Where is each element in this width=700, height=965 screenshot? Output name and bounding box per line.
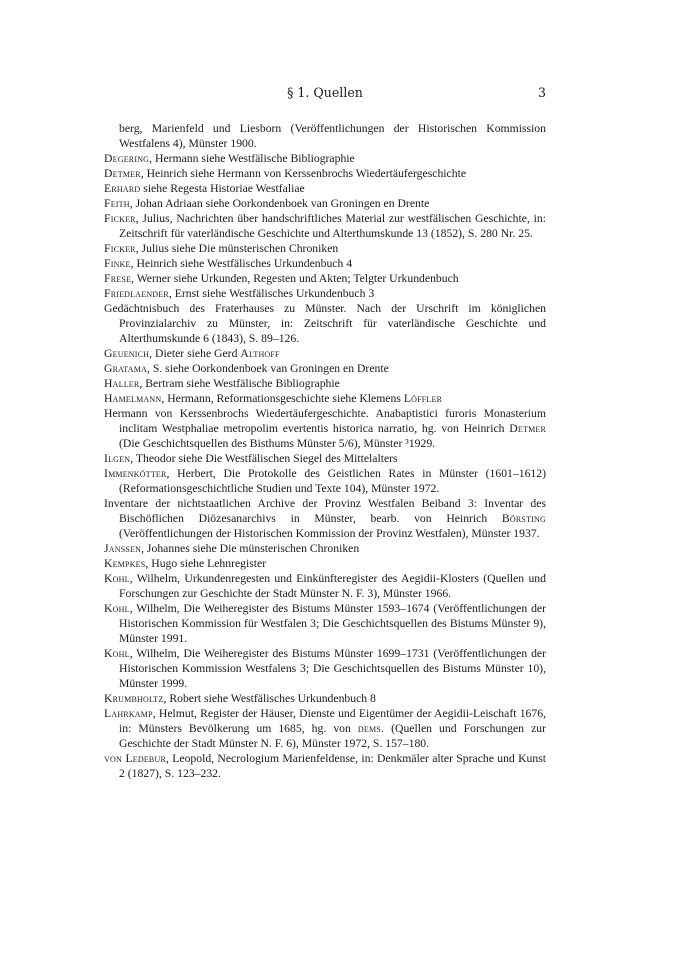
entry-text: , Werner siehe Urkunden, Regesten und Akten; Telgter Urkundenbuch (131, 272, 459, 285)
bibliography-entry (104, 571, 546, 601)
bibliography-entry (104, 241, 546, 256)
entry-text: , Wilhelm, Die Weiheregister des Bistums Münster 1699–1731 (Veröffentlichungen der Historischen Kommission Westfalens 3; Die Geschichtsquellen des Bistums Münster 10), Münster 1999. (119, 647, 546, 690)
author-name: Kohl (104, 602, 130, 615)
author-name: Krumbholtz (104, 692, 164, 705)
entry-text: , Robert siehe Westfälisches Urkundenbuch 8 (163, 692, 376, 705)
entry-text: Hermann von Kerssenbrochs Wiedertäufergeschichte. Anabaptistici furoris Monasterium inclitam Westphaliae metropolim evertentis historica narratio, hg. von Heinrich (104, 407, 546, 435)
entry-text-continued: (Die Geschichtsquellen des Bisthums Münster 5/6), Münster ³1929. (119, 437, 436, 450)
bibliography-entry (104, 541, 546, 556)
bibliography-entry (104, 166, 546, 181)
author-name: Hamelmann (104, 392, 162, 405)
bibliography-entry (104, 211, 546, 241)
author-name: Haller (104, 377, 140, 390)
bibliography-list (104, 121, 546, 781)
entry-text: siehe Regesta Historiae Westfaliae (140, 182, 305, 195)
bibliography-entry (104, 376, 546, 391)
entry-text: , Herbert, Die Protokolle des Geistlichen Rates in Münster (1601–1612) (Reformationsgeschichtliche Studien und Texte 104), Münster 1972. (119, 467, 546, 495)
author-name: Janssen (104, 542, 142, 555)
entry-text: Gedächtnisbuch des Fraterhauses zu Münster. Nach der Urschrift im königlichen Provinzialarchiv zu Münster, in: Zeitschrift für vaterländische Geschichte und Alterthumskunde 6 (1843), S. 89–126. (104, 302, 546, 345)
author-name: Lahrkamp (104, 707, 153, 720)
bibliography-entry (104, 346, 546, 361)
author-name: Geuenich (104, 347, 150, 360)
bibliography-entry (104, 466, 546, 496)
bibliography-entry (104, 706, 546, 751)
bibliography-entry (104, 151, 546, 166)
entry-text: , Helmut, Register der Häuser, Dienste und Eigentümer der Aegidii-Leischaft 1676, in: Münsters Bevölkerung um 1685, hg. von (119, 707, 546, 735)
entry-text-continued: (Veröffentlichungen der Historischen Kommission der Provinz Westfalen), Münster 1937. (119, 527, 540, 540)
entry-text: Inventare der nichtstaatlichen Archive der Provinz Westfalen Beiband 3: Inventar des Bischöflichen Diözesanarchivs in Münster, bearb. von Heinrich (104, 497, 546, 525)
author-name: von Ledebur (104, 752, 166, 765)
entry-text: , Hermann, Reformationsgeschichte siehe Klemens (161, 392, 404, 405)
bibliography-entry (104, 301, 546, 346)
entry-text-continued: (Quellen und Forschungen zur Geschichte der Stadt Münster N. F. 6), Münster 1972, S. 157–180. (119, 722, 546, 750)
author-name: Ficker (104, 212, 136, 225)
bibliography-entry (104, 556, 546, 571)
bibliography-entry (104, 361, 546, 376)
bibliography-entry (104, 496, 546, 541)
author-name: Ilgen (104, 452, 131, 465)
entry-text: , Hugo siehe Lehnregister (145, 557, 267, 570)
bibliography-entry (104, 271, 546, 286)
bibliography-entry (104, 451, 546, 466)
author-name: Erhard (104, 182, 141, 195)
entry-text: , Dieter siehe Gerd (149, 347, 241, 360)
entry-text: , Ernst siehe Westfälisches Urkundenbuch 3 (168, 287, 375, 300)
cross-reference-name: Löffler (403, 392, 443, 405)
entry-text: , Leopold, Necrologium Marienfeldense, in: Denkmäler alter Sprache und Kunst 2 (1827), S. 123–232. (119, 752, 547, 780)
author-name: Kohl (104, 647, 130, 660)
entry-text: , Bertram siehe Westfälische Bibliographie (139, 377, 340, 390)
author-name: Frese (104, 272, 132, 285)
cross-reference-name: Detmer (509, 422, 546, 435)
bibliography-entry (104, 751, 546, 781)
running-head (104, 85, 546, 100)
section-title: § 1. Quellen (287, 85, 363, 100)
author-name: Immenkötter (104, 467, 167, 480)
author-name: Friedlaender (104, 287, 169, 300)
bibliography-entry (104, 691, 546, 706)
entry-text: , Julius, Nachrichten über handschriftliches Material zur westfälischen Geschichte, in: Zeitschrift für vaterländische Geschichte und Alterthumskunde 13 (1852), S. 280 Nr. 25. (119, 212, 546, 240)
bibliography-entry (104, 121, 546, 151)
author-name: Detmer (104, 167, 141, 180)
entry-text: , Johannes siehe Die münsterischen Chroniken (141, 542, 360, 555)
bibliography-entry (104, 646, 546, 691)
entry-text: , Hermann siehe Westfälische Bibliographie (149, 152, 355, 165)
author-name: Degering (104, 152, 150, 165)
bibliography-entry (104, 196, 546, 211)
entry-text: , Julius siehe Die münsterischen Chroniken (135, 242, 339, 255)
author-name: Finke (104, 257, 131, 270)
page-number: 3 (537, 85, 546, 100)
entry-text: , Wilhelm, Urkundenregesten und Einkünfteregister des Aegidii-Klosters (Quellen und Forschungen zur Geschichte der Stadt Münster N. F. 3), Münster 1966. (119, 572, 546, 600)
entry-text: , S. siehe Oorkondenboek van Groningen en Drente (146, 362, 389, 375)
author-name: Kohl (104, 572, 130, 585)
entry-text: , Heinrich siehe Hermann von Kerssenbrochs Wiedertäufergeschichte (140, 167, 467, 180)
cross-reference-name: Althoff (240, 347, 280, 360)
author-name: Feith (104, 197, 130, 210)
entry-text: , Johan Adriaan siehe Oorkondenboek van Groningen en Drente (129, 197, 430, 210)
bibliography-entry (104, 256, 546, 271)
cross-reference-name: Börsting (501, 512, 546, 525)
bibliography-entry (104, 601, 546, 646)
bibliography-entry (104, 391, 546, 406)
entry-text: , Heinrich siehe Westfälisches Urkundenbuch 4 (130, 257, 353, 270)
entry-text: , Theodor siehe Die Westfälischen Siegel des Mittelalters (130, 452, 398, 465)
author-name: Kempkes (104, 557, 146, 570)
bibliography-entry (104, 286, 546, 301)
author-name: Gratama (104, 362, 147, 375)
bibliography-entry (104, 181, 546, 196)
bibliography-entry (104, 406, 546, 451)
cross-reference-name: dems. (357, 722, 385, 735)
entry-text: , Wilhelm, Die Weiheregister des Bistums Münster 1593–1674 (Veröffentlichungen der Historischen Kommission für Westfalen 3; Die Geschichtsquellen des Bistums Münster 9), Münster 1991. (119, 602, 546, 645)
author-name: Ficker (104, 242, 136, 255)
entry-text: berg, Marienfeld und Liesborn (Veröffentlichungen der Historischen Kommission Westfalens 4), Münster 1900. (119, 122, 546, 150)
